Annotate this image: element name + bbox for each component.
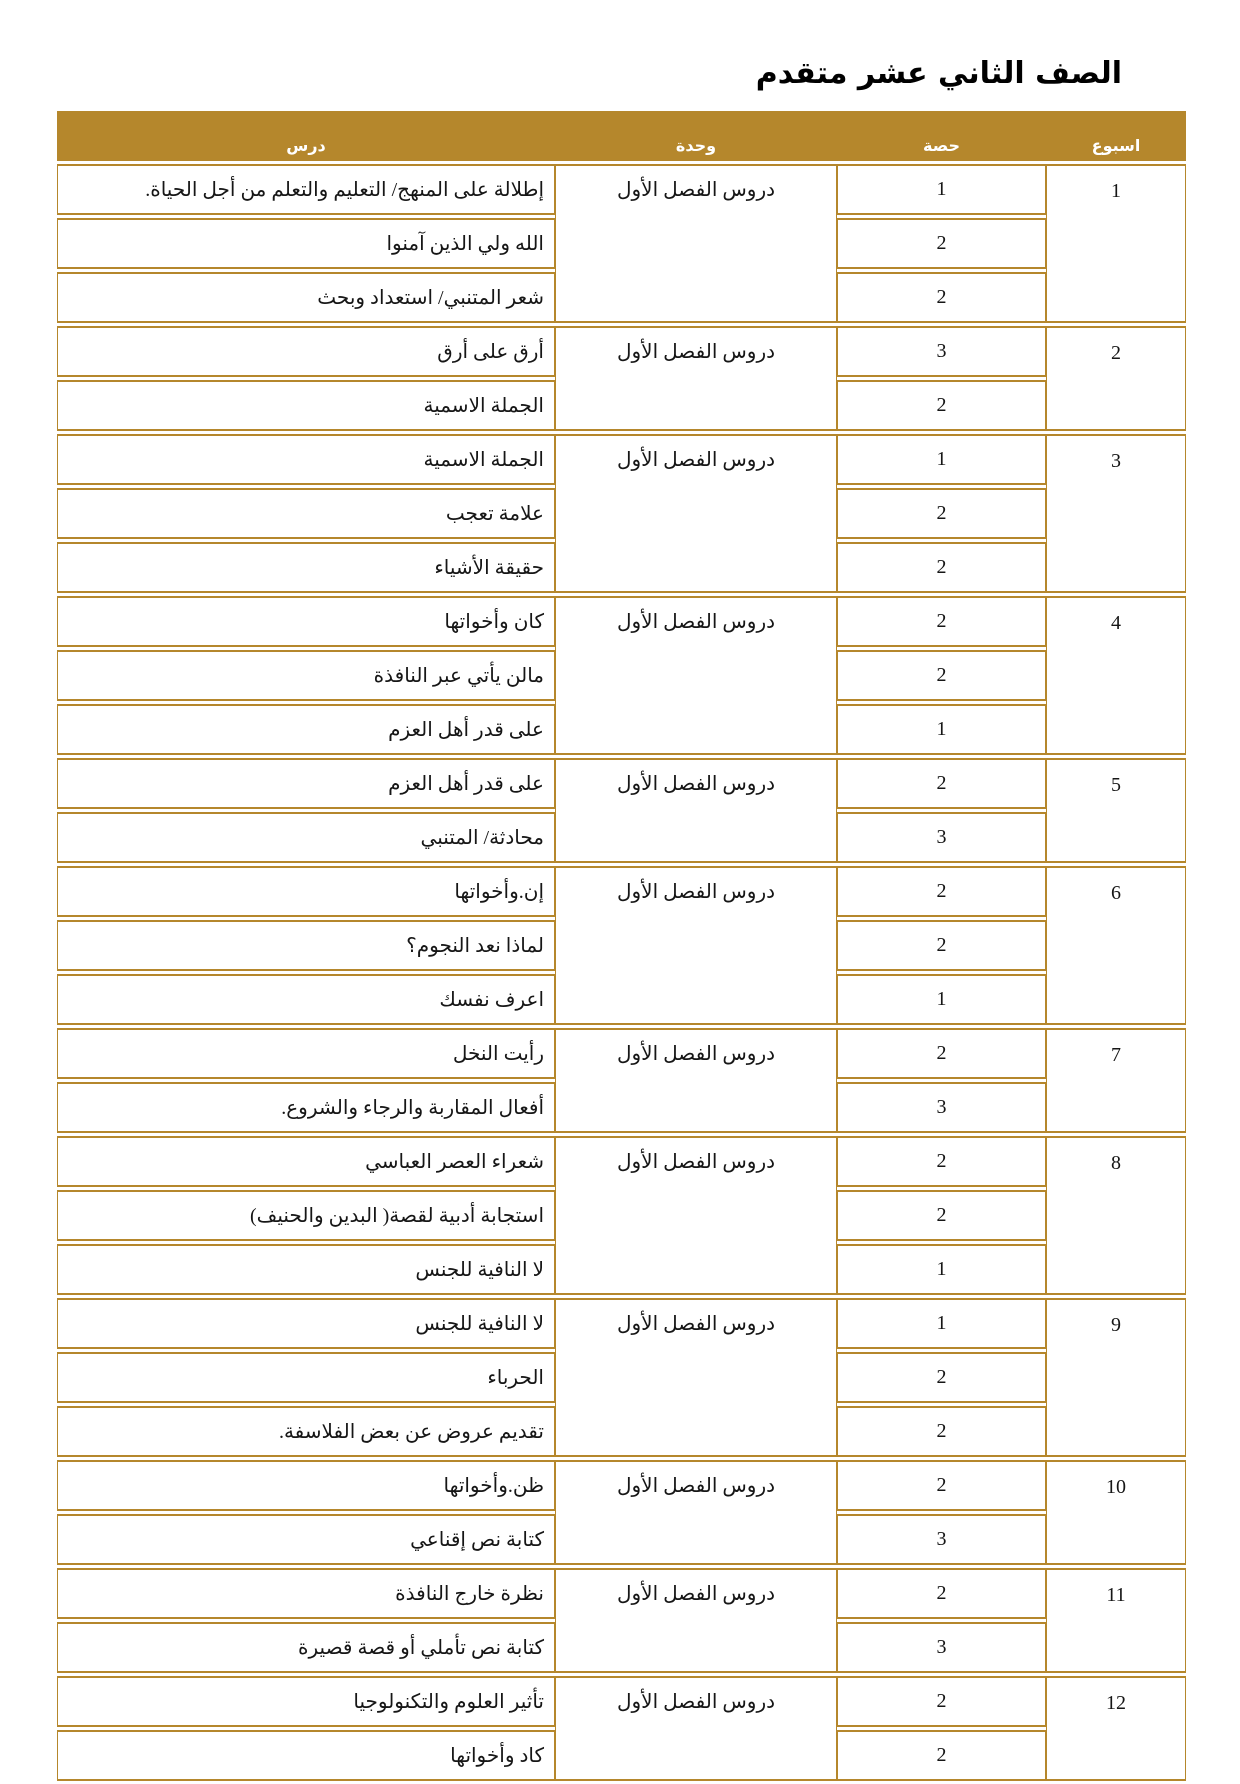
unit-cell: دروس الفصل الأول [555, 758, 837, 863]
period-cell: 2 [837, 488, 1046, 539]
period-cell: 2 [837, 272, 1046, 323]
period-cell: 2 [837, 380, 1046, 431]
week-cell: 11 [1046, 1568, 1186, 1673]
unit-cell: دروس الفصل الأول [555, 164, 837, 323]
week-cell: 7 [1046, 1028, 1186, 1133]
column-header-week: اسبوع [1046, 111, 1186, 161]
period-cell: 2 [837, 758, 1046, 809]
lesson-cell: رأيت النخل [57, 1028, 555, 1079]
column-header-lesson: درس [57, 111, 555, 161]
table-row [57, 1298, 1186, 1349]
schedule-table [57, 108, 1186, 1784]
lesson-cell: استجابة أدبية لقصة( البدين والحنيف) [57, 1190, 555, 1241]
unit-cell: دروس الفصل الأول [555, 434, 837, 593]
lesson-cell: محادثة/ المتنبي [57, 812, 555, 863]
period-cell: 2 [837, 920, 1046, 971]
period-cell: 2 [837, 1568, 1046, 1619]
lesson-cell: الحرباء [57, 1352, 555, 1403]
period-cell: 2 [837, 866, 1046, 917]
period-cell: 2 [837, 542, 1046, 593]
period-cell: 1 [837, 1244, 1046, 1295]
lesson-cell: الجملة الاسمية [57, 434, 555, 485]
page-title: الصف الثاني عشر متقدم [755, 56, 1122, 91]
lesson-cell: علامة تعجب [57, 488, 555, 539]
period-cell: 2 [837, 1406, 1046, 1457]
week-cell: 3 [1046, 434, 1186, 593]
lesson-cell: كاد وأخواتها [57, 1730, 555, 1781]
unit-cell: دروس الفصل الأول [555, 1676, 837, 1781]
unit-cell: دروس الفصل الأول [555, 1028, 837, 1133]
lesson-cell: ظن.وأخواتها [57, 1460, 555, 1511]
lesson-cell: إطلالة على المنهج/ التعليم والتعلم من أجل الحياة. [57, 164, 555, 215]
table-row [57, 1028, 1186, 1079]
period-cell: 3 [837, 1622, 1046, 1673]
lesson-cell: شعراء العصر العباسي [57, 1136, 555, 1187]
unit-cell: دروس الفصل الأول [555, 1568, 837, 1673]
week-cell: 4 [1046, 596, 1186, 755]
week-cell: 2 [1046, 326, 1186, 431]
lesson-cell: لا النافية للجنس [57, 1244, 555, 1295]
period-cell: 2 [837, 1730, 1046, 1781]
lesson-cell: الجملة الاسمية [57, 380, 555, 431]
lesson-cell: اعرف نفسك [57, 974, 555, 1025]
table-row [57, 164, 1186, 215]
lesson-cell: أرق على أرق [57, 326, 555, 377]
table-row [57, 1568, 1186, 1619]
period-cell: 1 [837, 434, 1046, 485]
table-row [57, 1676, 1186, 1727]
period-cell: 2 [837, 596, 1046, 647]
table-row [57, 596, 1186, 647]
column-header-period: حصة [837, 111, 1046, 161]
table-row [57, 1136, 1186, 1187]
period-cell: 2 [837, 1676, 1046, 1727]
week-cell: 5 [1046, 758, 1186, 863]
schedule-table-body [57, 164, 1186, 1781]
lesson-cell: لا النافية للجنس [57, 1298, 555, 1349]
lesson-cell: مالن يأتي عبر النافذة [57, 650, 555, 701]
week-cell: 10 [1046, 1460, 1186, 1565]
unit-cell: دروس الفصل الأول [555, 1460, 837, 1565]
week-cell: 8 [1046, 1136, 1186, 1295]
week-cell: 12 [1046, 1676, 1186, 1781]
lesson-cell: كان وأخواتها [57, 596, 555, 647]
header-row [57, 111, 1186, 161]
lesson-cell: تقديم عروض عن بعض الفلاسفة. [57, 1406, 555, 1457]
period-cell: 3 [837, 1082, 1046, 1133]
period-cell: 3 [837, 812, 1046, 863]
lesson-cell: إن.وأخواتها [57, 866, 555, 917]
lesson-cell: شعر المتنبي/ استعداد وبحث [57, 272, 555, 323]
lesson-cell: الله ولي الذين آمنوا [57, 218, 555, 269]
unit-cell: دروس الفصل الأول [555, 1298, 837, 1457]
period-cell: 3 [837, 326, 1046, 377]
period-cell: 2 [837, 1460, 1046, 1511]
lesson-cell: كتابة نص إقناعي [57, 1514, 555, 1565]
lesson-cell: تأثير العلوم والتكنولوجيا [57, 1676, 555, 1727]
period-cell: 1 [837, 704, 1046, 755]
table-row [57, 434, 1186, 485]
period-cell: 1 [837, 1298, 1046, 1349]
unit-cell: دروس الفصل الأول [555, 326, 837, 431]
unit-cell: دروس الفصل الأول [555, 1136, 837, 1295]
period-cell: 2 [837, 1028, 1046, 1079]
period-cell: 2 [837, 218, 1046, 269]
table-row [57, 326, 1186, 377]
week-cell: 1 [1046, 164, 1186, 323]
period-cell: 2 [837, 1352, 1046, 1403]
lesson-cell: على قدر أهل العزم [57, 758, 555, 809]
period-cell: 2 [837, 1136, 1046, 1187]
period-cell: 3 [837, 1514, 1046, 1565]
table-row [57, 866, 1186, 917]
period-cell: 1 [837, 974, 1046, 1025]
period-cell: 2 [837, 1190, 1046, 1241]
unit-cell: دروس الفصل الأول [555, 596, 837, 755]
week-cell: 6 [1046, 866, 1186, 1025]
table-row [57, 758, 1186, 809]
unit-cell: دروس الفصل الأول [555, 866, 837, 1025]
column-header-unit: وحدة [555, 111, 837, 161]
lesson-cell: لماذا نعد النجوم؟ [57, 920, 555, 971]
period-cell: 2 [837, 650, 1046, 701]
lesson-cell: أفعال المقاربة والرجاء والشروع. [57, 1082, 555, 1133]
lesson-cell: على قدر أهل العزم [57, 704, 555, 755]
week-cell: 9 [1046, 1298, 1186, 1457]
lesson-cell: حقيقة الأشياء [57, 542, 555, 593]
period-cell: 1 [837, 164, 1046, 215]
lesson-cell: كتابة نص تأملي أو قصة قصيرة [57, 1622, 555, 1673]
lesson-cell: نظرة خارج النافذة [57, 1568, 555, 1619]
table-row [57, 1460, 1186, 1511]
